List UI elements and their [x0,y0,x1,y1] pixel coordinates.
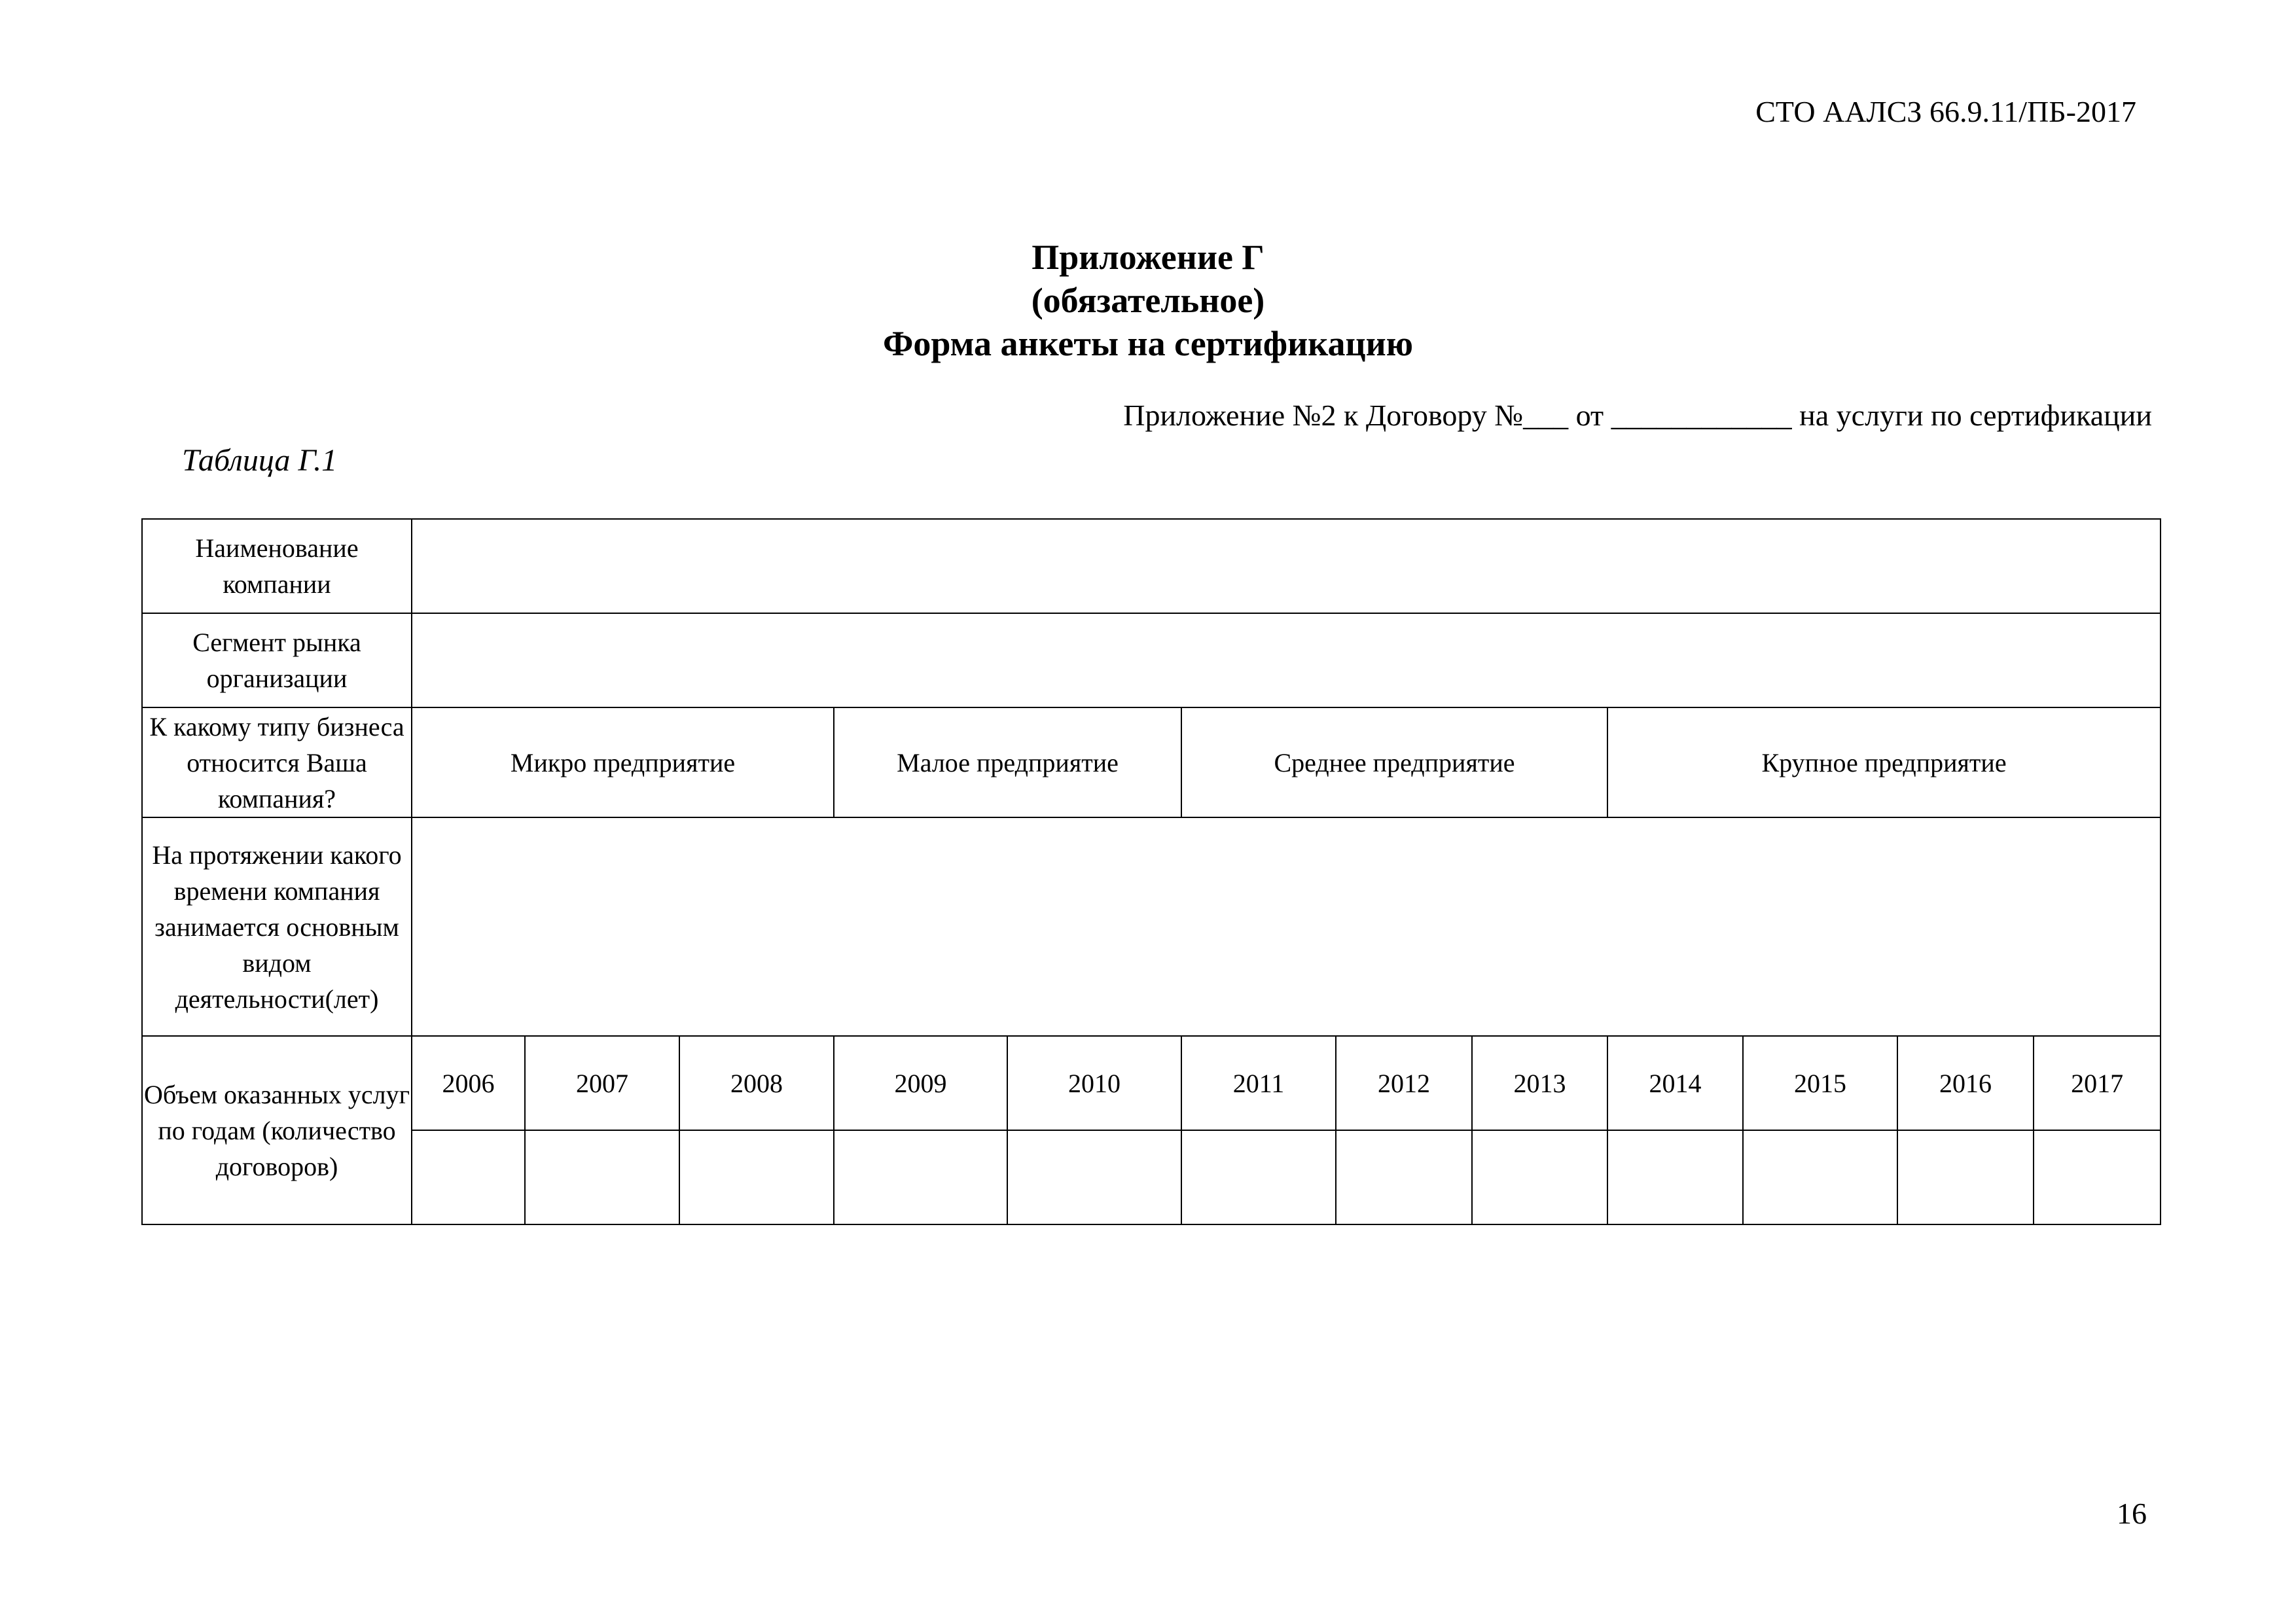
year-header: 2017 [2034,1036,2161,1130]
label-activity-duration: На протяжении какого времени компания занимается основным видом деятельности(лет) [142,817,412,1036]
year-value-cell[interactable] [525,1130,679,1224]
year-value-cell[interactable] [1007,1130,1181,1224]
label-business-type: К какому типу бизнеса относится Ваша компания? [142,707,412,817]
year-header: 2011 [1181,1036,1336,1130]
year-header: 2016 [1897,1036,2034,1130]
option-micro-enterprise[interactable]: Микро предприятие [412,707,834,817]
row-business-type [142,707,2161,817]
year-header: 2010 [1007,1036,1181,1130]
year-value-cell[interactable] [1336,1130,1472,1224]
document-code: СТО ААЛСЗ 66.9.11/ПБ-2017 [1755,95,2136,128]
questionnaire-table [141,518,2161,1225]
year-header: 2013 [1472,1036,1607,1130]
label-market-segment: Сегмент рынка организации [142,613,412,707]
label-services-volume: Объем оказанных услуг по годам (количество договоров) [142,1036,412,1224]
year-value-cell[interactable] [1181,1130,1336,1224]
year-value-cell[interactable] [679,1130,834,1224]
year-value-cell[interactable] [1472,1130,1607,1224]
appendix-status: (обязательное) [1031,281,1265,320]
table-caption: Таблица Г.1 [182,443,338,478]
row-market-segment [142,613,2161,707]
label-company-name: Наименование компании [142,519,412,613]
option-medium-enterprise[interactable]: Среднее предприятие [1181,707,1607,817]
input-activity-duration[interactable] [412,817,2161,1036]
appendix-heading [0,236,2296,365]
contract-reference: Приложение №2 к Договору №___ от ____________ на услуги по сертификации [1123,399,2152,432]
row-company-name [142,519,2161,613]
option-small-enterprise[interactable]: Малое предприятие [834,707,1181,817]
year-header: 2014 [1607,1036,1743,1130]
year-header: 2008 [679,1036,834,1130]
year-header: 2009 [834,1036,1007,1130]
year-header: 2007 [525,1036,679,1130]
input-market-segment[interactable] [412,613,2161,707]
year-header: 2006 [412,1036,525,1130]
input-company-name[interactable] [412,519,2161,613]
row-year-values [142,1130,2161,1224]
year-header: 2015 [1743,1036,1897,1130]
year-value-cell[interactable] [2034,1130,2161,1224]
year-value-cell[interactable] [412,1130,525,1224]
page-number: 16 [2117,1497,2147,1530]
appendix-title: Приложение Г [1031,238,1265,277]
row-activity-duration [142,817,2161,1036]
option-large-enterprise[interactable]: Крупное предприятие [1607,707,2161,817]
year-value-cell[interactable] [1743,1130,1897,1224]
year-header: 2012 [1336,1036,1472,1130]
year-value-cell[interactable] [1897,1130,2034,1224]
year-value-cell[interactable] [1607,1130,1743,1224]
form-title: Форма анкеты на сертификацию [883,324,1413,363]
row-years [142,1036,2161,1130]
year-value-cell[interactable] [834,1130,1007,1224]
